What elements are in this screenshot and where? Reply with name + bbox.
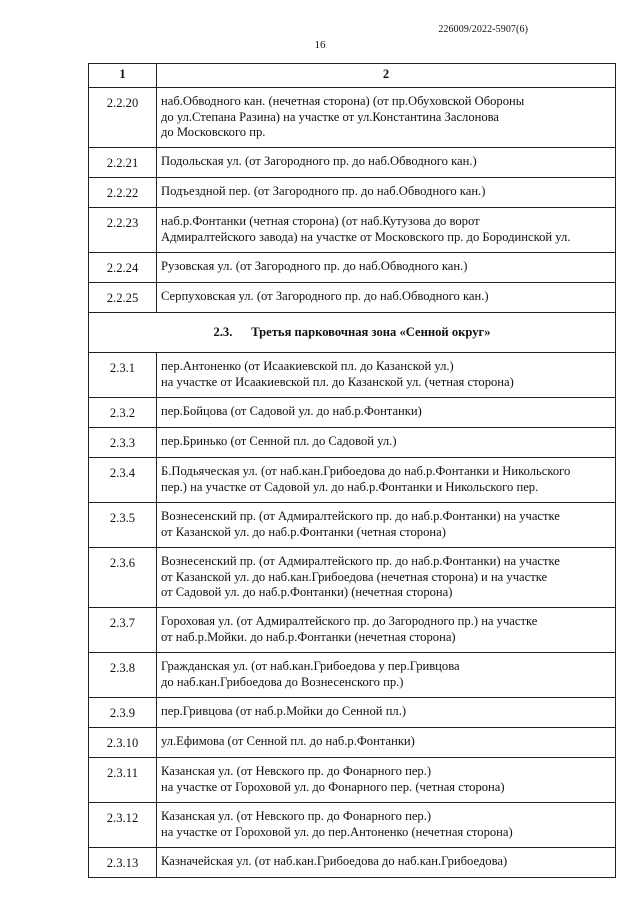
item-number: 2.3.7: [89, 608, 157, 653]
table-row: [89, 728, 616, 758]
item-description: [157, 803, 616, 848]
description-line: на участке от Гороховой ул. до пер.Антоненко (нечетная сторона): [161, 824, 513, 839]
item-number: 2.2.24: [89, 253, 157, 283]
table-row: [89, 848, 616, 878]
description-line: пер.Антоненко (от Исаакиевской пл. до Казанской ул.): [161, 359, 454, 373]
item-number: 2.2.25: [89, 283, 157, 313]
table-row: [89, 758, 616, 803]
table-row: [89, 698, 616, 728]
item-number: 2.3.10: [89, 728, 157, 758]
description-line: Подольская ул. (от Загородного пр. до наб.Обводного кан.): [161, 154, 477, 168]
description-line: до Московского пр.: [161, 125, 266, 139]
description-line: Рузовская ул. (от Загородного пр. до наб.Обводного кан.): [161, 259, 468, 273]
table-row: [89, 253, 616, 283]
item-number: 2.3.8: [89, 653, 157, 698]
document-number: 226009/2022-5907(6): [438, 24, 528, 35]
description-line: Казанская ул. (от Невского пр. до Фонарного пер.): [161, 809, 432, 823]
item-description: [157, 398, 616, 428]
item-description: [157, 353, 616, 398]
item-number: 2.3.11: [89, 758, 157, 803]
table-header-row: [89, 64, 616, 88]
description-line: от Казанской ул. до наб.кан.Грибоедова (нечетная сторона) и на участке: [161, 569, 548, 584]
item-description: [157, 253, 616, 283]
item-number: 2.3.9: [89, 698, 157, 728]
item-description: [157, 848, 616, 878]
description-line: Адмиралтейского завода) на участке от Московского пр. до Бородинской ул.: [161, 229, 571, 244]
description-line: Казначейская ул. (от наб.кан.Грибоедова до наб.кан.Грибоедова): [161, 854, 508, 868]
description-line: Подъездной пер. (от Загородного пр. до наб.Обводного кан.): [161, 184, 486, 198]
item-description: [157, 698, 616, 728]
description-line: пер.Гривцова (от наб.р.Мойки до Сенной пл.): [161, 704, 407, 718]
item-number: 2.2.21: [89, 148, 157, 178]
streets-table: [88, 63, 616, 878]
item-number: 2.3.1: [89, 353, 157, 398]
item-description: [157, 458, 616, 503]
description-line: Вознесенский пр. (от Адмиралтейского пр. до наб.р.Фонтанки) на участке: [161, 509, 560, 523]
table-row: [89, 148, 616, 178]
description-line: от Казанской ул. до наб.р.Фонтанки (четная сторона): [161, 524, 446, 539]
page-number: 16: [314, 39, 326, 51]
item-description: [157, 503, 616, 548]
table-row: [89, 283, 616, 313]
table-row: [89, 398, 616, 428]
description-line: от наб.р.Мойки. до наб.р.Фонтанки (нечетная сторона): [161, 629, 456, 644]
item-number: 2.3.13: [89, 848, 157, 878]
table-row: [89, 178, 616, 208]
description-line: до наб.кан.Грибоедова до Вознесенского пр.): [161, 674, 404, 689]
item-number: 2.2.22: [89, 178, 157, 208]
section-header-row: [89, 313, 616, 353]
item-number: 2.3.3: [89, 428, 157, 458]
table-row: [89, 353, 616, 398]
table-row: [89, 88, 616, 148]
section-title: 2.3. Третья парковочная зона «Сенной округ»: [89, 313, 616, 353]
item-description: [157, 608, 616, 653]
description-line: Б.Подьяческая ул. (от наб.кан.Грибоедова до наб.р.Фонтанки и Никольского: [161, 464, 571, 478]
item-number: 2.2.23: [89, 208, 157, 253]
column-header-1: 1: [89, 64, 157, 88]
description-line: от Садовой ул. до наб.р.Фонтанки) (нечетная сторона): [161, 585, 453, 599]
description-line: ул.Ефимова (от Сенной пл. до наб.р.Фонтанки): [161, 734, 415, 748]
description-line: наб.р.Фонтанки (четная сторона) (от наб.Кутузова до ворот: [161, 214, 480, 228]
description-line: пер.Бринько (от Сенной пл. до Садовой ул.): [161, 434, 397, 448]
item-number: 2.3.4: [89, 458, 157, 503]
description-line: наб.Обводного кан. (нечетная сторона) (от пр.Обуховской Обороны: [161, 94, 525, 108]
item-description: [157, 178, 616, 208]
item-description: [157, 653, 616, 698]
description-line: пер.Бойцова (от Садовой ул. до наб.р.Фонтанки): [161, 404, 422, 418]
item-number: 2.3.5: [89, 503, 157, 548]
item-description: [157, 148, 616, 178]
table-row: [89, 208, 616, 253]
item-description: [157, 283, 616, 313]
item-description: [157, 428, 616, 458]
table-row: [89, 608, 616, 653]
table-row: [89, 548, 616, 608]
item-description: [157, 758, 616, 803]
table-row: [89, 428, 616, 458]
item-number: 2.2.20: [89, 88, 157, 148]
description-line: Серпуховская ул. (от Загородного пр. до наб.Обводного кан.): [161, 289, 489, 303]
description-line: Казанская ул. (от Невского пр. до Фонарного пер.): [161, 764, 432, 778]
table-row: [89, 803, 616, 848]
description-line: на участке от Гороховой ул. до Фонарного пер. (четная сторона): [161, 779, 505, 794]
description-line: Гороховая ул. (от Адмиралтейского пр. до Загородного пр.) на участке: [161, 614, 538, 628]
column-header-2: 2: [157, 64, 616, 88]
description-line: пер.) на участке от Садовой ул. до наб.р.Фонтанки и Никольского пер.: [161, 479, 539, 494]
description-line: Гражданская ул. (от наб.кан.Грибоедова у пер.Гривцова: [161, 659, 460, 673]
item-description: [157, 88, 616, 148]
item-description: [157, 208, 616, 253]
table-row: [89, 653, 616, 698]
table-row: [89, 503, 616, 548]
item-number: 2.3.12: [89, 803, 157, 848]
item-description: [157, 548, 616, 608]
item-number: 2.3.6: [89, 548, 157, 608]
table-row: [89, 458, 616, 503]
description-line: Вознесенский пр. (от Адмиралтейского пр. до наб.р.Фонтанки) на участке: [161, 554, 560, 568]
description-line: на участке от Исаакиевской пл. до Казанской ул. (четная сторона): [161, 374, 514, 389]
item-number: 2.3.2: [89, 398, 157, 428]
description-line: до ул.Степана Разина) на участке от ул.Константина Заслонова: [161, 109, 500, 124]
item-description: [157, 728, 616, 758]
